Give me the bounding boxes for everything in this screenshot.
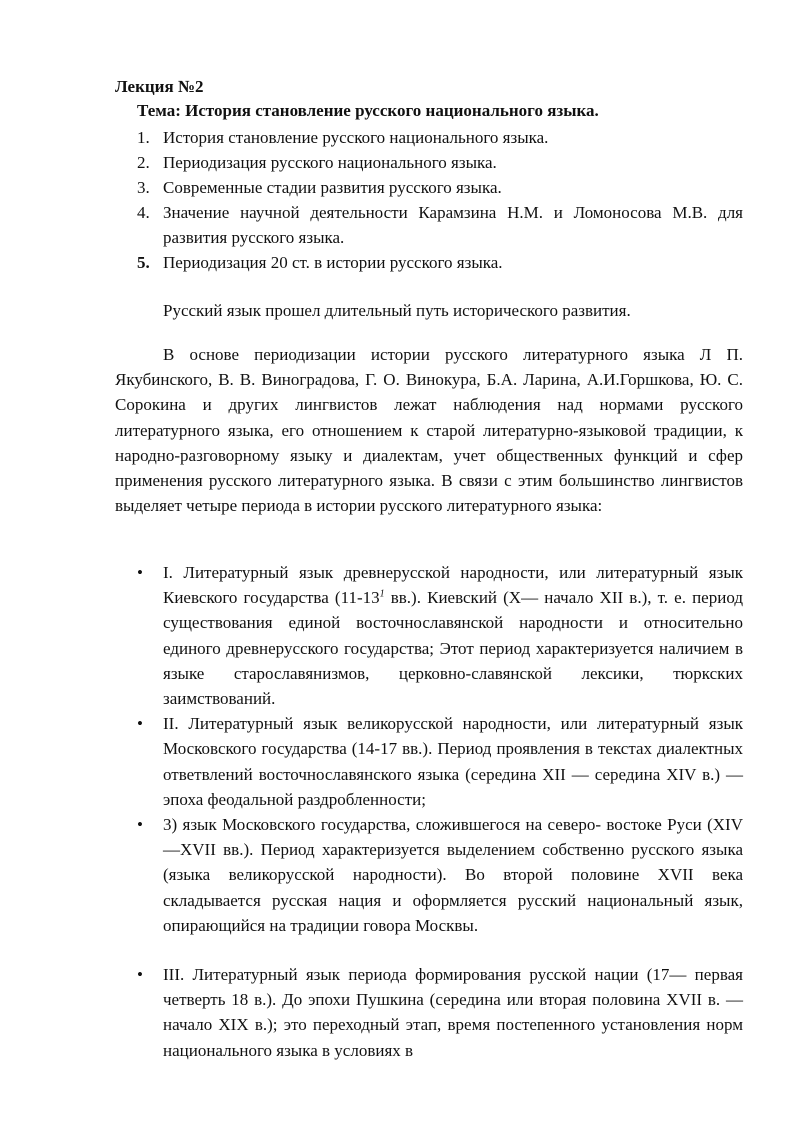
period-text-part: I. Литературный язык древнерусской народности, или литературный язык Киевского государства (11-13 [163,563,743,608]
outline-text: Периодизация русского национального языка. [163,153,497,172]
period-text: III. Литературный язык периода формирования русской нации (17— первая четверть 18 в.). До эпохи Пушкина (середина или вторая половина XVII в. — начало XIX в.); это переходный этап, время постепенного установления норм национального языка в условиях в [163,965,743,1060]
period-item [137,711,743,812]
topic-outline [137,125,743,275]
outline-number: 3. [137,178,150,197]
outline-text: Периодизация 20 ст. в истории русского языка. [163,253,503,272]
outline-number: 5. [137,253,150,272]
lecture-heading: Лекция №2 [115,77,204,96]
period-text-part: вв.). Киевский (X— начало XII в.), т. е. период существования единой восточнославянской народности и относительно единого древнерусского государства; Этот период характеризуется наличием в языке старославянизмов, церковно-славянской лексики, тюркских заимствований. [163,588,743,709]
bullet-icon: • [137,563,143,582]
lecture-topic: Тема: История становление русского национального языка. [137,101,599,120]
footnote-marker: 1 [379,588,385,600]
period-text: II. Литературный язык великорусской народности, или литературный язык Московского государства (14-17 вв.). Период проявления в текстах диалектных ответвлений восточнославянского языка (середина XII — середина XIV в.) — эпоха феодальной раздробленности; [163,714,743,809]
periodization-paragraph: В основе периодизации истории русского литературного языка Л П. Якубинского, В. В. Виноградова, Г. О. Винокура, Б.А. Ларина, А.И.Горшкова, Ю. С. Сорокина и других лингвистов лежат наблюдения над нормами русского литературного языка, его отношением к старой литературно-языковой традиции, к народно-разговорному языку и диалектам, учет общественных функций и сфер применения русского литературного языка. В связи с этим большинство лингвистов выделяет четыре периода в истории русского литературного языка: [115,345,743,516]
period-text: 3) язык Московского государства, сложившегося на северо- востоке Руси (XIV—XVII вв.). Период характеризуется выделением собственно русского языка (языка великорусской народности). Во второй половине XVII века складывается русская нация и оформляется русский национальный язык, опирающийся на традиции говора Москвы. [163,815,743,935]
outline-item [137,150,743,175]
outline-item [137,200,743,250]
bullet-icon: • [137,815,143,835]
period-item [137,962,743,1063]
outline-number: 4. [137,203,150,222]
bullet-icon: • [137,965,143,985]
intro-paragraph: Русский язык прошел длительный путь исторического развития. [163,301,631,320]
period-item [137,560,743,711]
outline-item [137,125,743,150]
outline-text: Современные стадии развития русского языка. [163,178,502,197]
outline-number: 2. [137,153,150,172]
outline-text: История становление русского национального языка. [163,128,549,147]
outline-text: Значение научной деятельности Карамзина Н.М. и Ломоносова М.В. для развития русского языка. [163,203,743,247]
outline-item [137,175,743,200]
period-item [137,812,743,938]
period-list [137,560,743,1063]
outline-number: 1. [137,128,150,147]
outline-item [137,250,743,275]
bullet-icon: • [137,714,143,734]
